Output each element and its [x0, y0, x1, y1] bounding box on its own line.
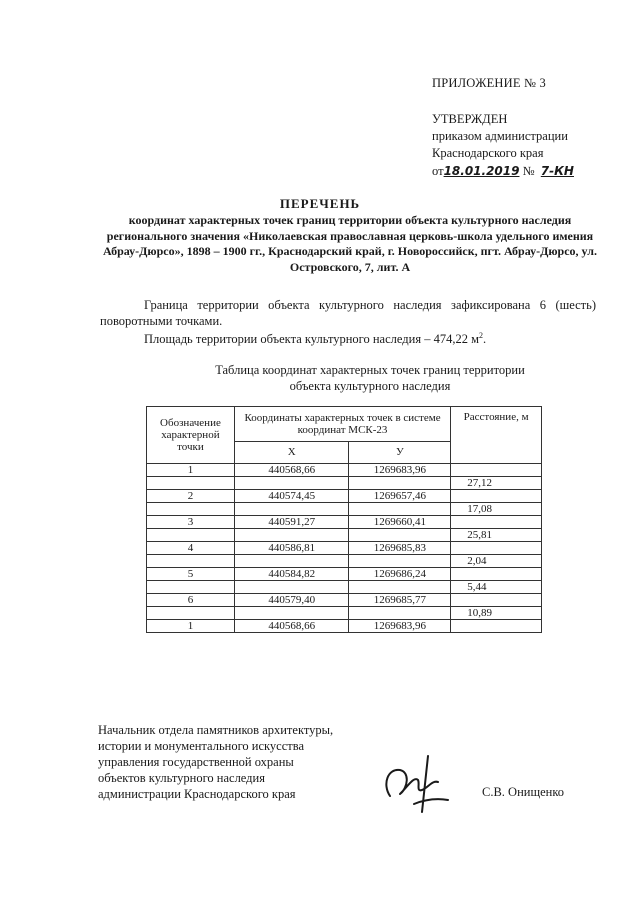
distance-cell — [451, 594, 542, 607]
point-x: 440579,40 — [234, 594, 349, 607]
signatory-line-2: истории и монументального искусства — [98, 739, 305, 753]
point-y: 1269685,83 — [349, 542, 451, 555]
col-header-y: У — [349, 441, 451, 463]
point-y: 1269686,24 — [349, 568, 451, 581]
distance-value: 10,89 — [451, 607, 542, 620]
table-header-row — [147, 407, 542, 442]
point-id: 5 — [147, 568, 235, 581]
approved-by-line-1: приказом администрации — [432, 129, 568, 143]
approved-by-line-2: Краснодарского края — [432, 146, 544, 160]
table-row — [147, 490, 542, 503]
point-id: 2 — [147, 490, 235, 503]
distance-cell — [451, 620, 542, 633]
table-row — [147, 477, 542, 490]
approval-date-line — [432, 164, 574, 179]
table-row — [147, 464, 542, 477]
point-y: 1269685,77 — [349, 594, 451, 607]
approved-label: УТВЕРЖДЕН — [432, 112, 508, 126]
distance-cell — [451, 516, 542, 529]
point-id: 1 — [147, 464, 235, 477]
point-id: 3 — [147, 516, 235, 529]
point-y: 1269660,41 — [349, 516, 451, 529]
signatory-line-4: объектов культурного наследия — [98, 771, 265, 785]
table-row — [147, 581, 542, 594]
distance-cell — [451, 542, 542, 555]
point-id: 1 — [147, 620, 235, 633]
signatory-line-3: управления государственной охраны — [98, 755, 294, 769]
point-x: 440591,27 — [234, 516, 349, 529]
table-row — [147, 542, 542, 555]
table-row — [147, 555, 542, 568]
point-x: 440568,66 — [234, 620, 349, 633]
distance-cell — [451, 568, 542, 581]
distance-cell — [451, 464, 542, 477]
point-id: 4 — [147, 542, 235, 555]
table-row — [147, 503, 542, 516]
number-sign: № — [522, 164, 535, 178]
point-y: 1269657,46 — [349, 490, 451, 503]
coordinates-table — [146, 406, 542, 633]
handwritten-date: 18.01.2019 — [443, 164, 520, 178]
boundary-points-paragraph: Граница территории объекта культурного наследия зафиксирована 6 (шесть) поворотными точками. — [100, 298, 596, 328]
document-subtitle: координат характерных точек границ территории объекта культурного наследия регионального значения «Николаевская православная церковь-школа удельного имения Абрау-Дюрсо», 1898 – 1900 гг., Краснодарский край, г. Новороссийск, пгт. Абрау-Дюрсо, ул. Островского, 7, лит. А — [103, 213, 597, 274]
table-row — [147, 594, 542, 607]
point-x: 440584,82 — [234, 568, 349, 581]
table-row — [147, 568, 542, 581]
table-row — [147, 516, 542, 529]
table-row — [147, 529, 542, 542]
signatory-line-5: администрации Краснодарского края — [98, 787, 296, 801]
distance-value: 17,08 — [451, 503, 542, 516]
point-x: 440568,66 — [234, 464, 349, 477]
point-y: 1269683,96 — [349, 620, 451, 633]
table-row — [147, 607, 542, 620]
appendix-label: ПРИЛОЖЕНИЕ № 3 — [432, 76, 546, 90]
signer-name: С.В. Онищенко — [482, 785, 565, 799]
area-paragraph: Площадь территории объекта культурного наследия – 474,22 $м^2$. — [144, 331, 487, 347]
date-prefix: от — [432, 164, 444, 178]
table-caption: Таблица координат характерных точек границ территории объекта культурного наследия — [215, 363, 525, 393]
distance-cell — [451, 490, 542, 503]
point-id: 6 — [147, 594, 235, 607]
col-header-coords: Координаты характерных точек в системе координат МСК-23 — [234, 407, 450, 442]
distance-value: 27,12 — [451, 477, 542, 490]
table-row — [147, 620, 542, 633]
distance-value: 2,04 — [451, 555, 542, 568]
distance-value: 25,81 — [451, 529, 542, 542]
col-header-distance: Расстояние, м — [451, 407, 542, 464]
document-title: ПЕРЕЧЕНЬ — [279, 196, 361, 211]
col-header-point: Обозначение характерной точки — [147, 407, 235, 464]
signatory-block — [98, 722, 333, 802]
signatory-line-1: Начальник отдела памятников архитектуры, — [98, 723, 334, 737]
handwritten-number: 7-КН — [540, 164, 574, 178]
point-y: 1269683,96 — [349, 464, 451, 477]
handwritten-signature-icon — [378, 746, 458, 816]
distance-value: 5,44 — [451, 581, 542, 594]
col-header-x: X — [234, 441, 349, 463]
point-x: 440574,45 — [234, 490, 349, 503]
point-x: 440586,81 — [234, 542, 349, 555]
